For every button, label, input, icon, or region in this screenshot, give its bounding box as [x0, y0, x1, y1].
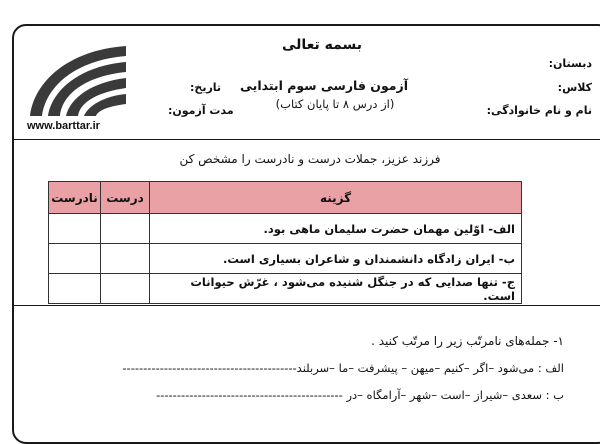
instruction-text: فرزند عزیز، جملات درست و نادرست را مشخص کن	[179, 152, 441, 166]
header-divider	[12, 139, 600, 140]
table-row	[49, 274, 522, 304]
question-1-prompt: ۱- جمله‌های نامرتّب زیر را مرتّب کنید .	[371, 334, 564, 348]
incorrect-answer-cell[interactable]	[49, 274, 101, 304]
correct-column-header: درست	[101, 182, 150, 214]
barttar-logo-icon	[28, 42, 128, 118]
table-row	[49, 244, 522, 274]
question-1-item-a: الف : می‌شود –اگر –کنیم –میهن – پیشرفت –ما –سربلند------------------------------------------	[122, 361, 564, 375]
duration-label: مدت آزمون:	[168, 104, 234, 117]
incorrect-answer-cell[interactable]	[49, 214, 101, 244]
section-divider	[12, 305, 600, 306]
correct-answer-cell[interactable]	[101, 214, 150, 244]
class-label: کلاس:	[557, 81, 592, 94]
incorrect-answer-cell[interactable]	[49, 244, 101, 274]
statement-cell: ج- تنها صدایی که در جنگل شنیده می‌شود ، غرّش حیوانات است.	[150, 274, 522, 304]
date-label: تاریخ:	[190, 81, 222, 94]
table-header-row	[49, 182, 522, 214]
incorrect-column-header: نادرست	[49, 182, 101, 214]
school-label: دبستان:	[548, 57, 592, 70]
statement-cell: ب- ایران زادگاه دانشمندان و شاعران بسیاری است.	[150, 244, 522, 274]
option-column-header: گزینه	[150, 182, 522, 214]
correct-answer-cell[interactable]	[101, 274, 150, 304]
website-url: www.barttar.ir	[27, 120, 100, 132]
true-false-table	[48, 181, 522, 304]
exam-subtitle: (از درس ۸ تا پایان کتاب)	[275, 97, 395, 111]
exam-title: آزمون فارسی سوم ابتدایی	[239, 78, 408, 93]
question-1-item-b: ب : سعدی –شیراز –است –شهر –آرامگاه –در ---------------------------------------------	[156, 388, 564, 402]
student-name-label: نام و نام خانوادگی:	[486, 104, 592, 117]
page-title: بسمه تعالی	[281, 37, 363, 53]
statement-cell: الف- اوّلین مهمان حضرت سلیمان ماهی بود.	[150, 214, 522, 244]
table-row	[49, 214, 522, 244]
correct-answer-cell[interactable]	[101, 244, 150, 274]
